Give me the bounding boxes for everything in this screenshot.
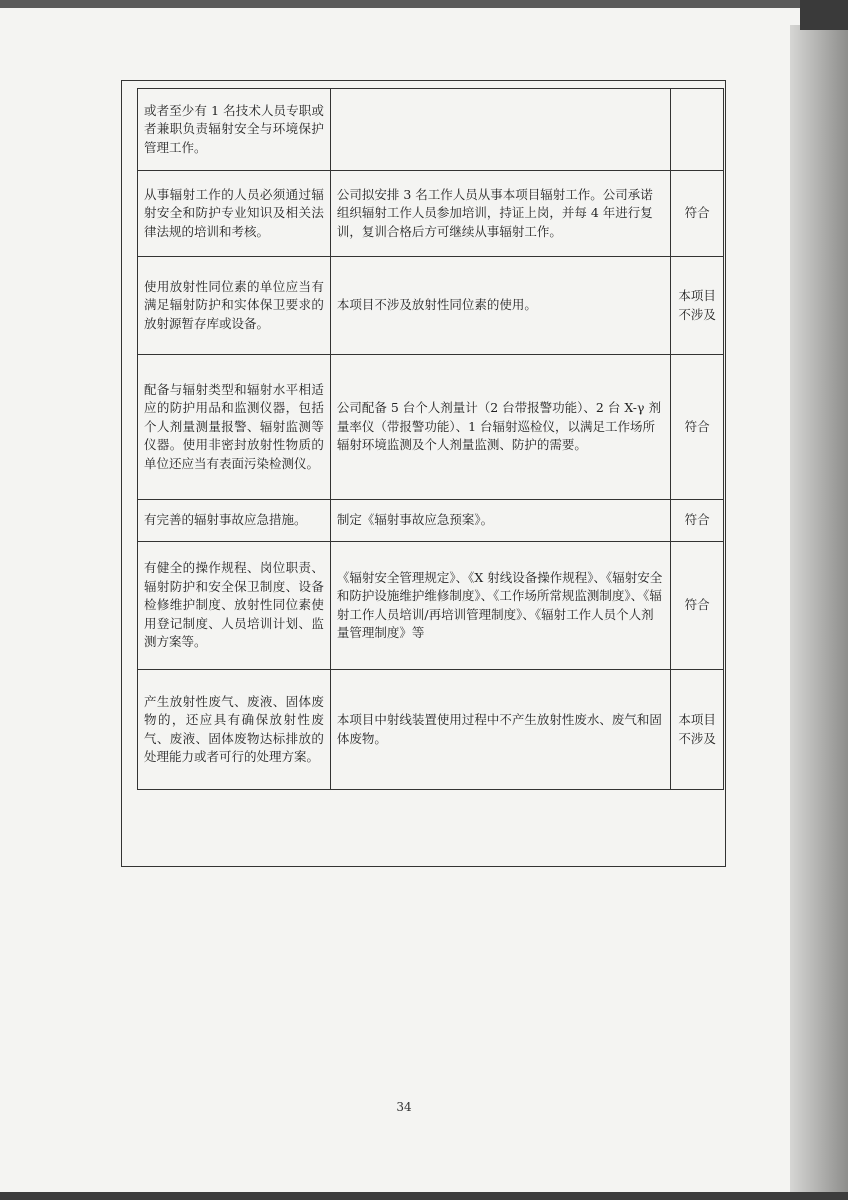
result-cell: 符合 [671,500,724,542]
status-cell [330,89,670,171]
table-row [138,355,724,500]
status-cell: 公司拟安排 3 名工作人员从事本项目辐射工作。公司承诺组织辐射工作人员参加培训，持证上岗，并每 4 年进行复训，复训合格后方可继续从事辐射工作。 [330,171,670,257]
requirement-cell: 配备与辐射类型和辐射水平相适应的防护用品和监测仪器，包括个人剂量测量报警、辐射监测等仪器。使用非密封放射性物质的单位还应当有表面污染检测仪。 [138,355,331,500]
status-cell: 《辐射安全管理规定》、《X 射线设备操作规程》、《辐射安全和防护设施维护维修制度》、《工作场所常规监测制度》、《辐射工作人员培训/再培训管理制度》、《辐射工作人员个人剂量管理制度》等 [330,542,670,670]
compliance-table [137,88,724,790]
result-cell: 本项目不涉及 [671,670,724,790]
scanner-bottom-edge [0,1192,848,1200]
result-cell [671,89,724,171]
table-row [138,542,724,670]
table-row [138,500,724,542]
status-cell: 公司配备 5 台个人剂量计（2 台带报警功能）、2 台 X-γ 剂量率仪（带报警功能）、1 台辐射巡检仪，以满足工作场所辐射环境监测及个人剂量监测、防护的需要。 [330,355,670,500]
requirement-cell: 产生放射性废气、废液、固体废物的，还应具有确保放射性废气、废液、固体废物达标排放的处理能力或者可行的处理方案。 [138,670,331,790]
result-cell: 符合 [671,542,724,670]
status-cell: 制定《辐射事故应急预案》。 [330,500,670,542]
table-row [138,670,724,790]
requirement-cell: 有完善的辐射事故应急措施。 [138,500,331,542]
status-cell: 本项目不涉及放射性同位素的使用。 [330,257,670,355]
page-curl-shadow [790,25,848,1200]
table-row [138,257,724,355]
table-row [138,89,724,171]
scanner-edge [800,0,848,30]
result-cell: 符合 [671,355,724,500]
requirement-cell: 从事辐射工作的人员必须通过辐射安全和防护专业知识及相关法律法规的培训和考核。 [138,171,331,257]
result-cell: 本项目不涉及 [671,257,724,355]
page-number: 34 [396,1100,412,1114]
requirement-cell: 有健全的操作规程、岗位职责、辐射防护和安全保卫制度、设备检修维护制度、放射性同位素使用登记制度、人员培训计划、监测方案等。 [138,542,331,670]
result-cell: 符合 [671,171,724,257]
requirement-cell: 使用放射性同位素的单位应当有满足辐射防护和实体保卫要求的放射源暂存库或设备。 [138,257,331,355]
requirement-cell: 或者至少有 1 名技术人员专职或者兼职负责辐射安全与环境保护管理工作。 [138,89,331,171]
status-cell: 本项目中射线装置使用过程中不产生放射性废水、废气和固体废物。 [330,670,670,790]
table-row [138,171,724,257]
